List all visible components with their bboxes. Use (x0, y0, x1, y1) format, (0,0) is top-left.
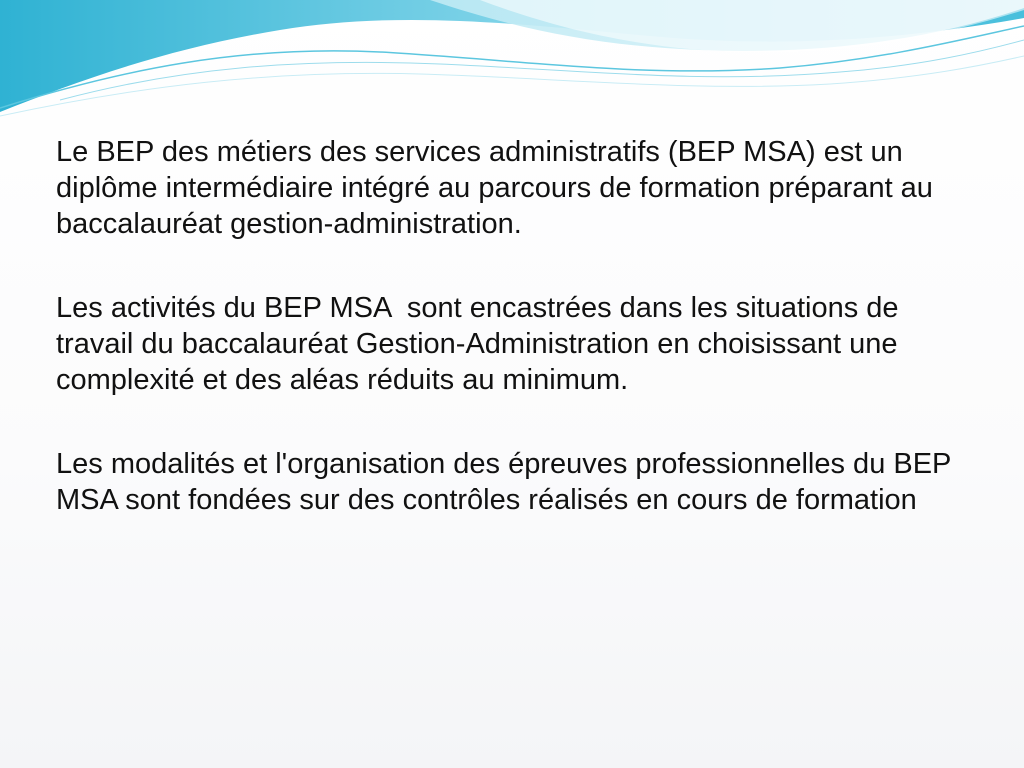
decorative-wave-header (0, 0, 1024, 120)
wave-line-2 (60, 40, 1024, 100)
paragraph-1: Le BEP des métiers des services administratifs (BEP MSA) est un diplôme intermédiaire intégré au parcours de formation préparant au baccalauréat gestion-administration. (56, 136, 942, 240)
wave-line-3 (0, 56, 1024, 116)
paragraph-3: Les modalités et l'organisation des épreuves professionnelles du BEP MSA sont fondées sur des contrôles réalisés en cours de formation (56, 448, 959, 516)
slide-body (56, 134, 976, 566)
paragraph-2: Les activités du BEP MSA sont encastrées dans les situations de travail du baccalauréat Gestion-Administration en choisissant une complexité et des aléas réduits au minimum. (56, 292, 907, 396)
